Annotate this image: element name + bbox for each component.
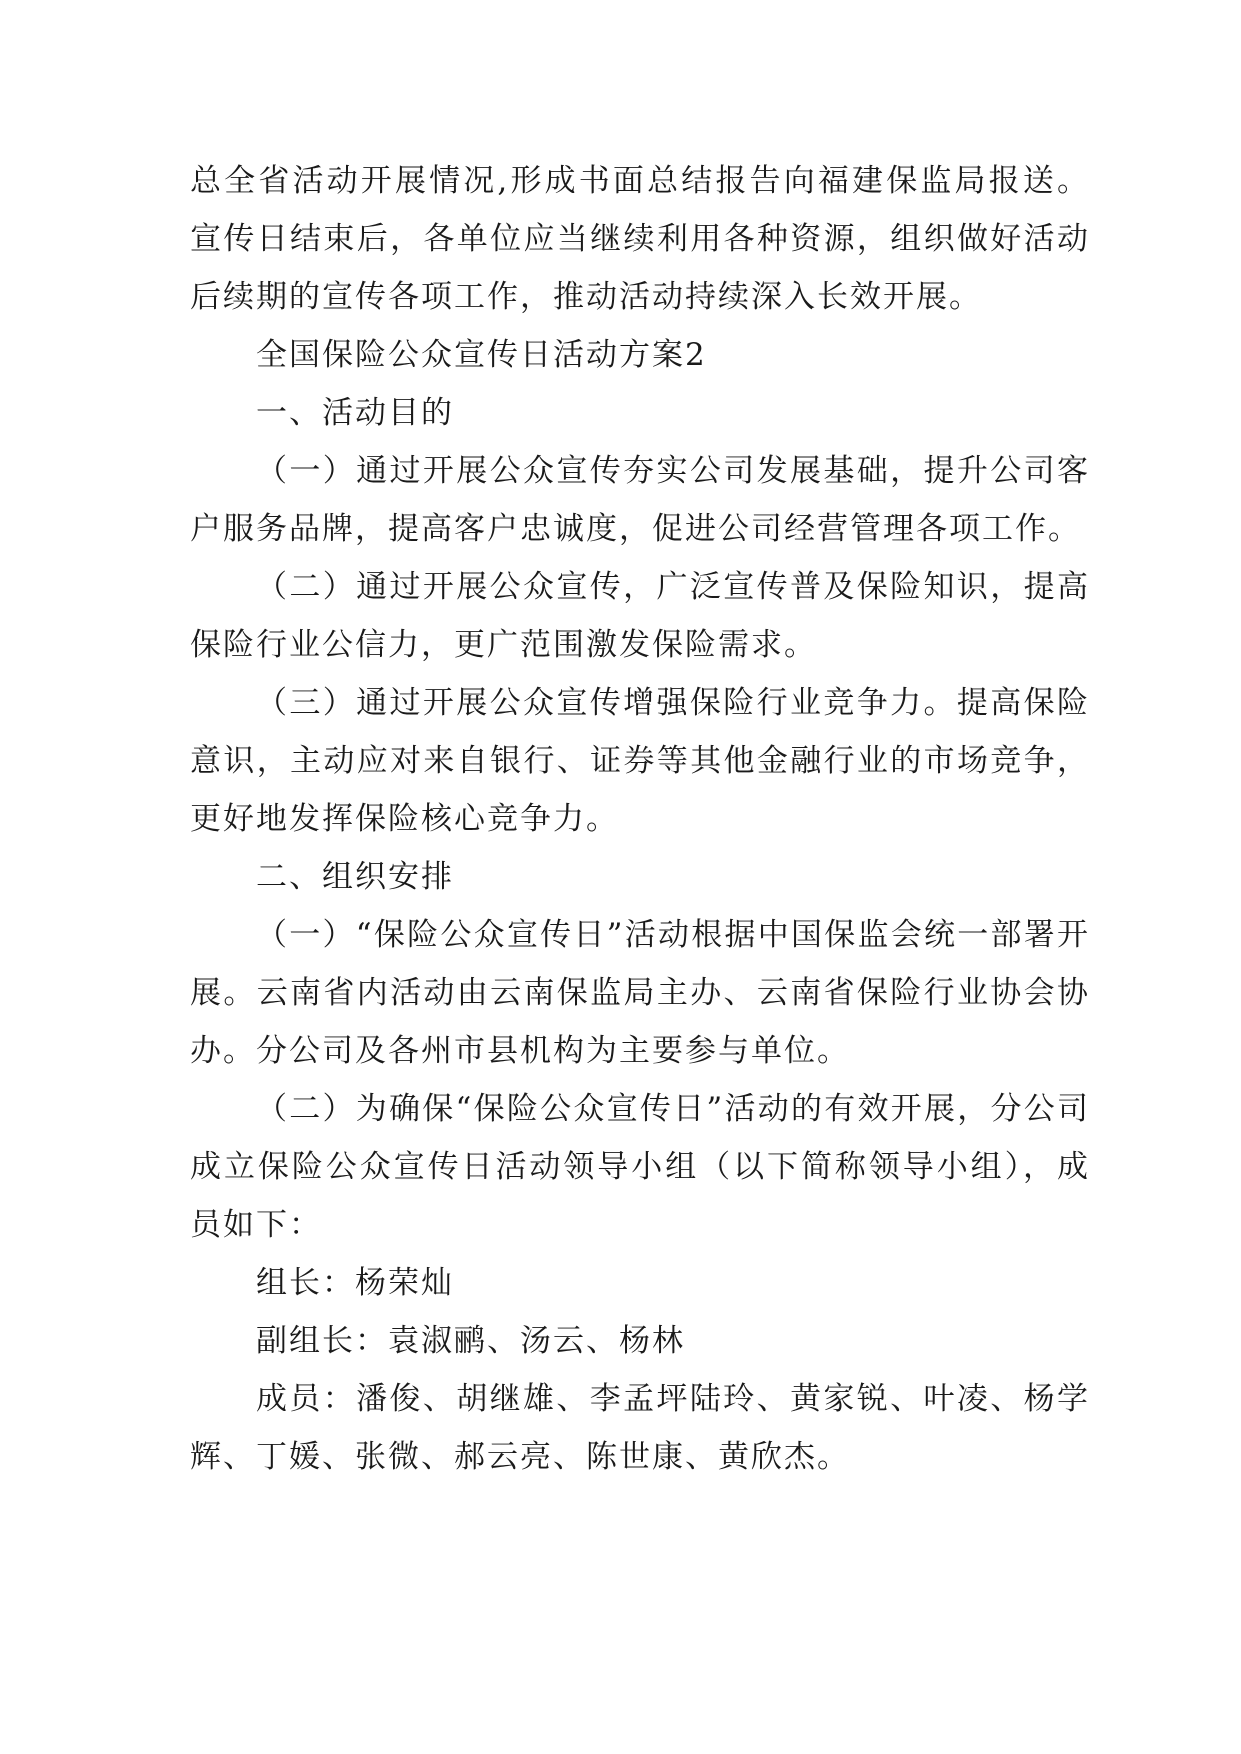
paragraph-organization-1: （一）“保险公众宣传日”活动根据中国保监会统一部署开展。云南省内活动由云南保监局主办、云南省保险行业协会协办。分公司及各州市县机构为主要参与单位。 <box>190 917 1090 1069</box>
paragraph-purpose-3: （三）通过开展公众宣传增强保险行业竞争力。提高保险意识，主动应对来自银行、证券等其他金融行业的市场竞争，更好地发挥保险核心竞争力。 <box>190 685 1090 837</box>
paragraph-summary-report: 总全省活动开展情况,形成书面总结报告向福建保监局报送。宣传日结束后，各单位应当继续利用各种资源，组织做好活动后续期的宣传各项工作，推动活动持续深入长效开展。 <box>190 163 1090 315</box>
heading-activity-purpose: 一、活动目的 <box>256 395 454 431</box>
deputy-team-leaders: 副组长：袁淑鹂、汤云、杨林 <box>256 1323 685 1359</box>
section-title: 全国保险公众宣传日活动方案2 <box>256 337 707 373</box>
paragraph-purpose-2: （二）通过开展公众宣传，广泛宣传普及保险知识，提高保险行业公信力，更广范围激发保险需求。 <box>190 569 1090 663</box>
team-leader: 组长：杨荣灿 <box>256 1265 454 1301</box>
paragraph-purpose-1: （一）通过开展公众宣传夯实公司发展基础，提升公司客户服务品牌，提高客户忠诚度，促进公司经营管理各项工作。 <box>190 453 1090 547</box>
paragraph-organization-2: （二）为确保“保险公众宣传日”活动的有效开展，分公司成立保险公众宣传日活动领导小组（以下简称领导小组），成员如下： <box>190 1091 1090 1243</box>
team-members: 成员：潘俊、胡继雄、李孟坪陆玲、黄家锐、叶凌、杨学辉、丁媛、张微、郝云亮、陈世康、黄欣杰。 <box>190 1381 1090 1475</box>
heading-organization: 二、组织安排 <box>256 859 454 895</box>
document-body <box>190 152 1090 1486</box>
